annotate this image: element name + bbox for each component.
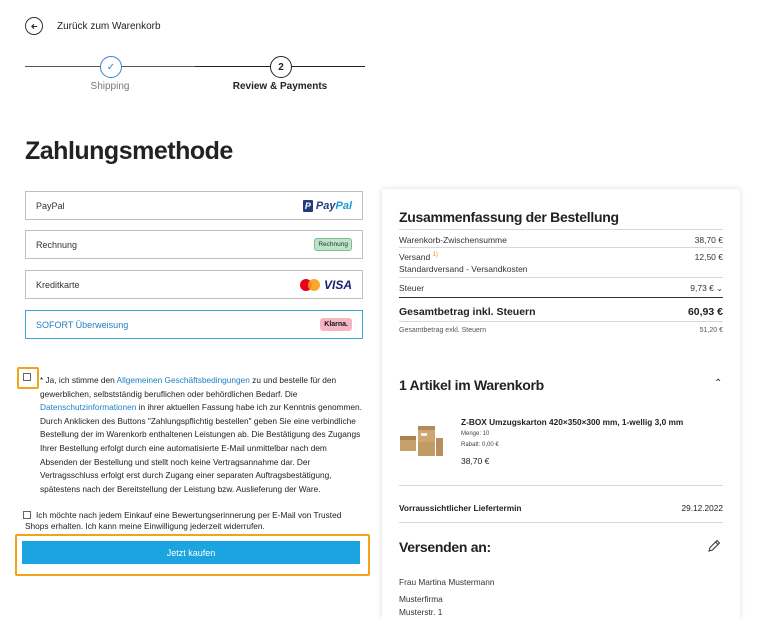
step-shipping-label[interactable]: Shipping <box>90 81 130 92</box>
agb-link[interactable]: Allgemeinen Geschäftsbedingungen <box>116 375 250 385</box>
step-review-label: Review & Payments <box>232 81 328 92</box>
divider <box>399 229 723 230</box>
chevron-up-icon[interactable]: ⌃ <box>714 378 723 389</box>
trusted-shops-text: Ich möchte nach jedem Einkauf eine Bewertungserinnerung per E-Mail von Trusted Shops erhalten. Ich kann meine Einwilligung jederzeit widerrufen. <box>25 510 342 531</box>
product-image <box>399 420 444 458</box>
privacy-link[interactable]: Datenschutzinformationen <box>40 402 137 413</box>
divider <box>399 485 723 486</box>
divider <box>399 277 723 278</box>
ship-to-title: Versenden an: <box>399 539 491 555</box>
divider <box>399 297 723 298</box>
payment-option-label: SOFORT Überweisung <box>36 319 129 330</box>
divider <box>399 247 723 248</box>
chevron-down-icon: ⌄ <box>716 284 723 293</box>
shipping-footnote: 1) <box>432 252 438 258</box>
klarna-logo-icon: Klarna. <box>320 318 352 331</box>
divider <box>399 522 723 523</box>
credit-card-logos <box>300 278 352 292</box>
product-discount: Rabatt: 0,00 € <box>461 442 499 448</box>
payment-option-label: PayPal <box>36 200 65 211</box>
terms-text: * Ja, ich stimme den Allgemeinen Geschäftsbedingungen zu und bestelle für den gewerblichen, selbstständig beruflichen oder behördlichen Bedarf. Die Datenschutzinformationen in ihrer aktuellen Fassung habe ich zur Kenntnis genommen. Durch Anklicken des Buttons "Zahlungspflichtig bestellen" geben Sie eine verbindliche Bestellung der im Warenkorb enthaltenen Leistungen ab. Die Bestätigung des Zugangs Ihrer Bestellung erfolgt durch eine automatisierte E-Mail unmittelbar nach dem Absenden der Bestellung und stellt noch keine Vertragsannahme dar. Der Vertragsschluss erfolgt erst durch Zugang einer separaten Auftragsbestätigung, spätestens nach der Bereitstellung der Leistung bzw. Auslieferung der Ware. <box>40 375 362 494</box>
back-link-label: Zurück zum Warenkorb <box>57 20 161 32</box>
product-price: 38,70 € <box>461 456 490 466</box>
payment-option-paypal[interactable] <box>25 191 363 220</box>
total-row: Gesamtbetrag inkl. Steuern 60,93 € <box>399 306 723 318</box>
terms-checkbox[interactable] <box>23 373 31 381</box>
subtotal-row: Warenkorb-Zwischensumme 38,70 € <box>399 235 723 245</box>
step-review-number: 2 <box>270 56 292 78</box>
delivery-date-row: Vorraussichtlicher Liefertermin 29.12.2022 <box>399 503 723 513</box>
pencil-icon[interactable] <box>707 539 721 553</box>
tax-row[interactable]: Steuer 9,73 € ⌄ <box>399 283 723 293</box>
payment-option-rechnung[interactable] <box>25 230 363 259</box>
payment-option-sofort[interactable] <box>25 310 363 339</box>
visa-logo-icon: VISA <box>323 277 352 292</box>
divider <box>399 321 723 322</box>
net-total-row: Gesamtbetrag exkl. Steuern 51,20 € <box>399 327 723 334</box>
cart-title: 1 Artikel im Warenkorb <box>399 377 544 393</box>
paypal-logo-icon: P Pay Pal <box>304 199 352 212</box>
ship-to-street: Musterstr. 1 <box>399 607 443 617</box>
back-to-cart-link[interactable] <box>25 17 161 35</box>
product-quantity: Menge: 10 <box>461 431 490 437</box>
shipping-sub-row: Standardversand - Versandkosten <box>399 264 528 274</box>
payment-option-label: Kreditkarte <box>36 279 80 290</box>
payment-option-label: Rechnung <box>36 239 78 250</box>
mastercard-logo-icon <box>300 279 320 291</box>
payment-option-kreditkarte[interactable] <box>25 270 363 299</box>
product-name[interactable]: Z-BOX Umzugskarton 420×350×300 mm, 1-wellig 3,0 mm <box>461 417 684 427</box>
step-shipping-check-icon[interactable]: ✓ <box>100 56 122 78</box>
ship-to-name: Frau Martina Mustermann <box>399 577 495 587</box>
buy-now-button[interactable]: Jetzt kaufen <box>22 541 360 564</box>
summary-title: Zusammenfassung der Bestellung <box>399 209 619 225</box>
arrow-left-icon <box>25 17 43 35</box>
page-title: Zahlungsmethode <box>25 137 233 165</box>
shipping-row: Versand $^{1)}$ 12,50 € <box>399 252 723 262</box>
ship-to-company: Musterfirma <box>399 594 443 604</box>
rechnung-logo-icon: Rechnung <box>314 238 352 251</box>
